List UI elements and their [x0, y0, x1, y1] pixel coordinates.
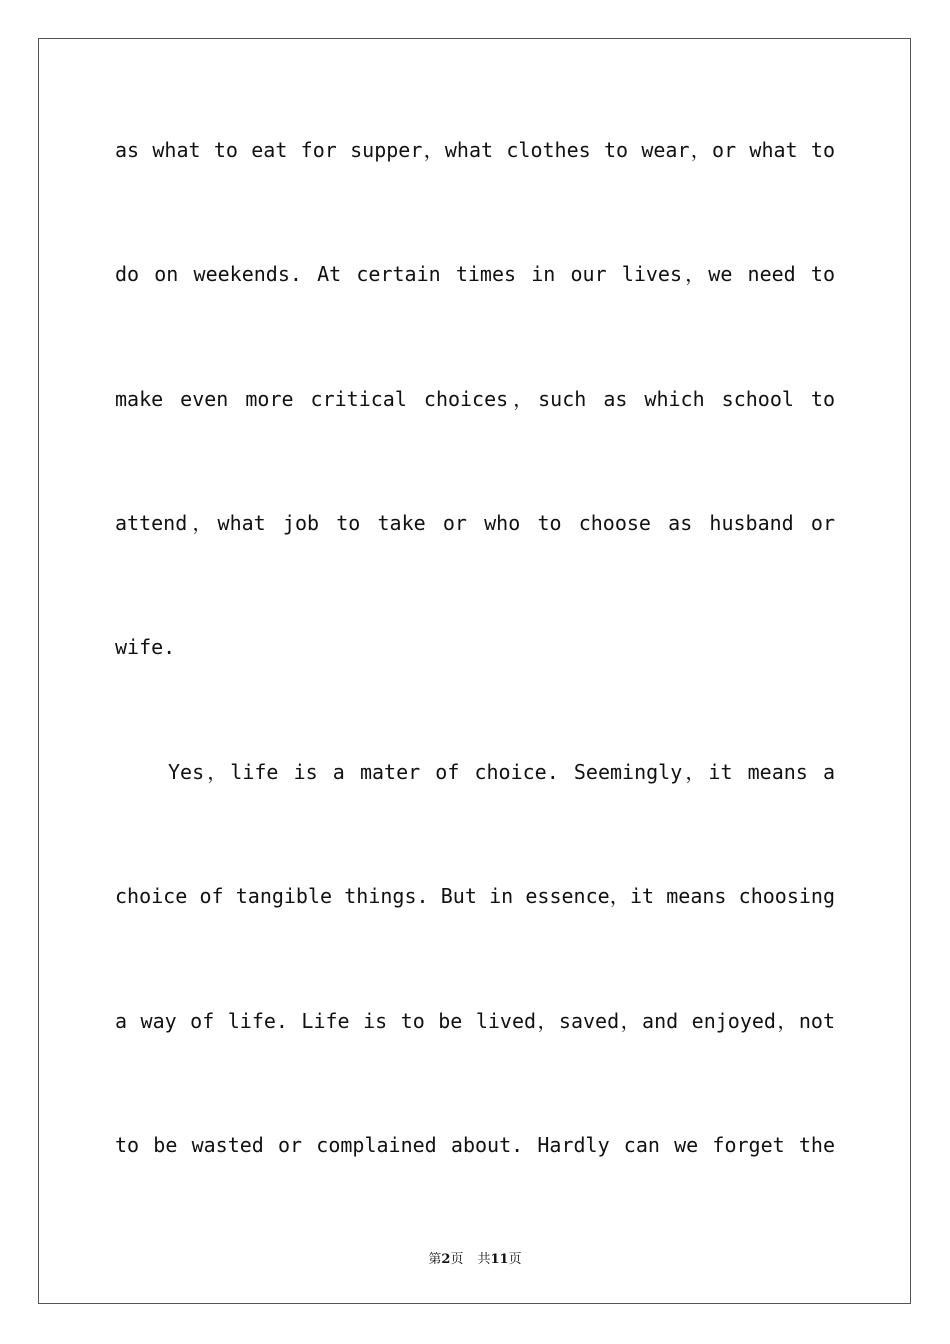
- text-line-6-paragraph-start: Yes，life is a mater of choice. Seemingly，it means a: [168, 760, 835, 784]
- total-pages: 11: [490, 1252, 509, 1267]
- text-line-9: to be wasted or complained about. Hardly can we forget the: [115, 1133, 835, 1157]
- page-footer: [0, 1248, 950, 1267]
- page-suffix: 页: [450, 1252, 464, 1267]
- text-line-5: wife.: [115, 635, 176, 659]
- total-suffix: 页: [508, 1252, 522, 1267]
- total-prefix: 共: [477, 1252, 491, 1267]
- text-line-3: make even more critical choices，such as which school to: [115, 387, 835, 411]
- text-line-1: as what to eat for supper，what clothes to wear，or what to: [115, 138, 835, 162]
- text-line-4: attend，what job to take or who to choose as husband or: [115, 511, 835, 535]
- page-prefix: 第: [428, 1252, 442, 1267]
- page-number: 2: [441, 1252, 451, 1267]
- text-line-2: do on weekends. At certain times in our lives，we need to: [115, 262, 835, 286]
- text-line-8: a way of life. Life is to be lived，saved，and enjoyed，not: [115, 1009, 835, 1033]
- page-border: [38, 38, 911, 1304]
- text-line-7: choice of tangible things. But in essence，it means choosing: [115, 884, 835, 908]
